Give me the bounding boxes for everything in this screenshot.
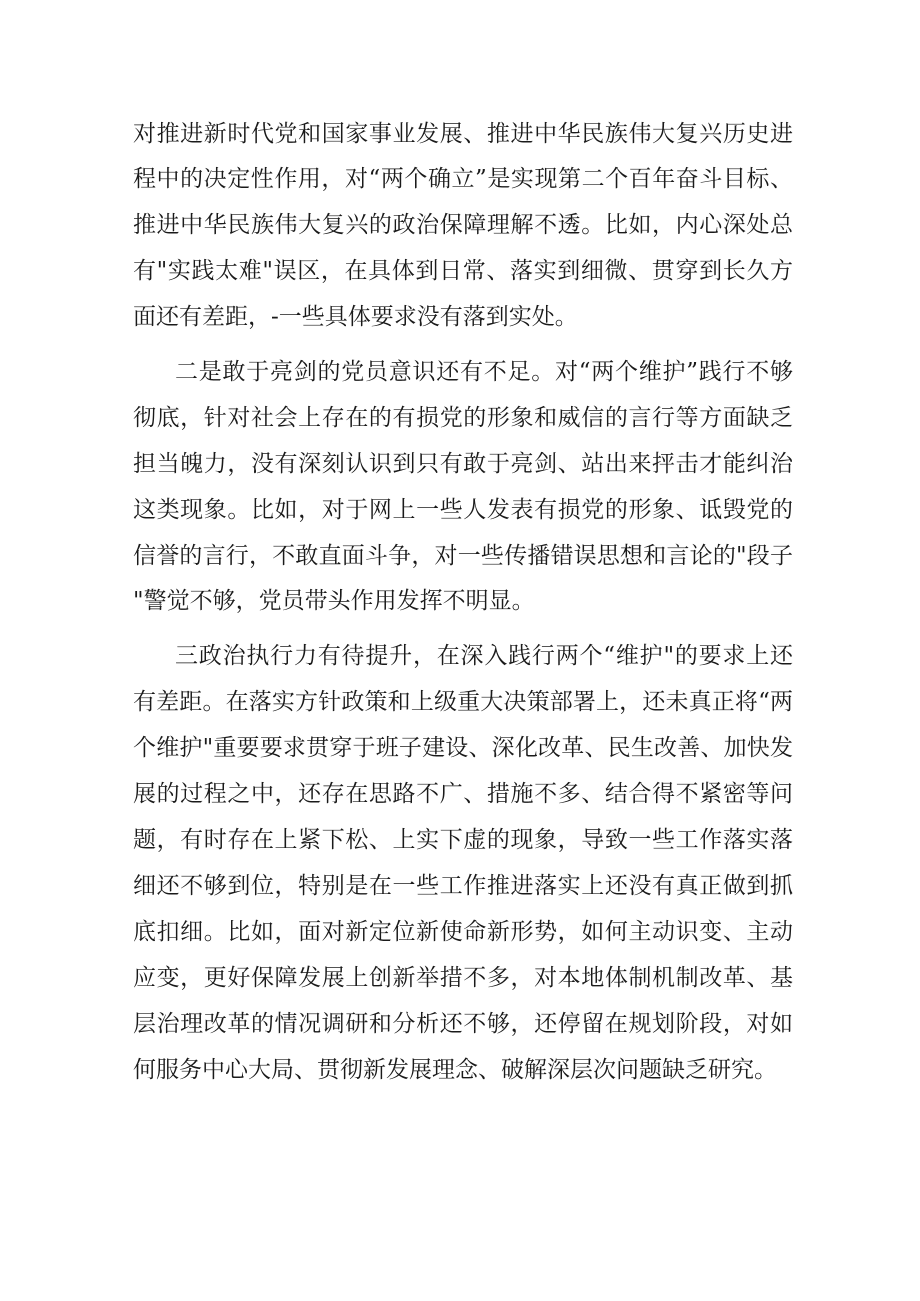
text-line: 展的过程之中，还存在思路不广、措施不多、结合得不紧密等问 xyxy=(133,781,793,807)
text-line: 程中的决定性作用，对“两个确立”是实现第二个百年奋斗目标、 xyxy=(133,166,793,192)
text-line: 这类现象。比如，对于网上一些人发表有损党的形象、诋毁党的 xyxy=(133,497,793,523)
text-line: 有差距。在落实方针政策和上级重大决策部署上，还未真正将“两 xyxy=(133,689,793,715)
text-line: 应变，更好保障发展上创新举措不多，对本地体制机制改革、基 xyxy=(133,965,793,991)
text-line: 题，有时存在上紧下松、上实下虚的现象，导致一些工作落实落 xyxy=(133,827,793,853)
text-line: 对推进新时代党和国家事业发展、推进中华民族伟大复兴历史进 xyxy=(133,121,793,147)
text-line: 三政治执行力有待提升，在深入践行两个“维护"的要求上还 xyxy=(175,643,793,669)
text-line: 层治理改革的情况调研和分析还不够，还停留在规划阶段，对如 xyxy=(133,1011,793,1037)
text-line: 担当魄力，没有深刻认识到只有敢于亮剑、站出来抨击才能纠治 xyxy=(133,451,793,477)
text-line: 信誉的言行，不敢直面斗争，对一些传播错误思想和言论的"段子 xyxy=(133,543,793,569)
text-line: 底扣细。比如，面对新定位新使命新形势，如何主动识变、主动 xyxy=(133,919,793,945)
text-line: 面还有差距，-一些具体要求没有落到实处。 xyxy=(133,304,578,330)
text-line: 推进中华民族伟大复兴的政治保障理解不透。比如，内心深处总 xyxy=(133,212,793,238)
text-line: "警觉不够，党员带头作用发挥不明显。 xyxy=(133,588,535,614)
text-line: 细还不够到位，特别是在一些工作推进落实上还没有真正做到抓 xyxy=(133,873,793,899)
text-line: 何服务中心大局、贯彻新发展理念、破解深层次问题缺乏研究。 xyxy=(133,1057,777,1083)
text-line: 二是敢于亮剑的党员意识还有不足。对“两个维护”践行不够 xyxy=(175,359,793,385)
text-line: 有"实践太难"误区，在具体到日常、落实到细微、贯穿到长久方 xyxy=(133,258,793,284)
text-line: 个维护"重要要求贯穿于班子建设、深化改革、民生改善、加快发 xyxy=(133,735,793,761)
text-line: 彻底，针对社会上存在的有损党的形象和威信的言行等方面缺乏 xyxy=(133,405,793,431)
